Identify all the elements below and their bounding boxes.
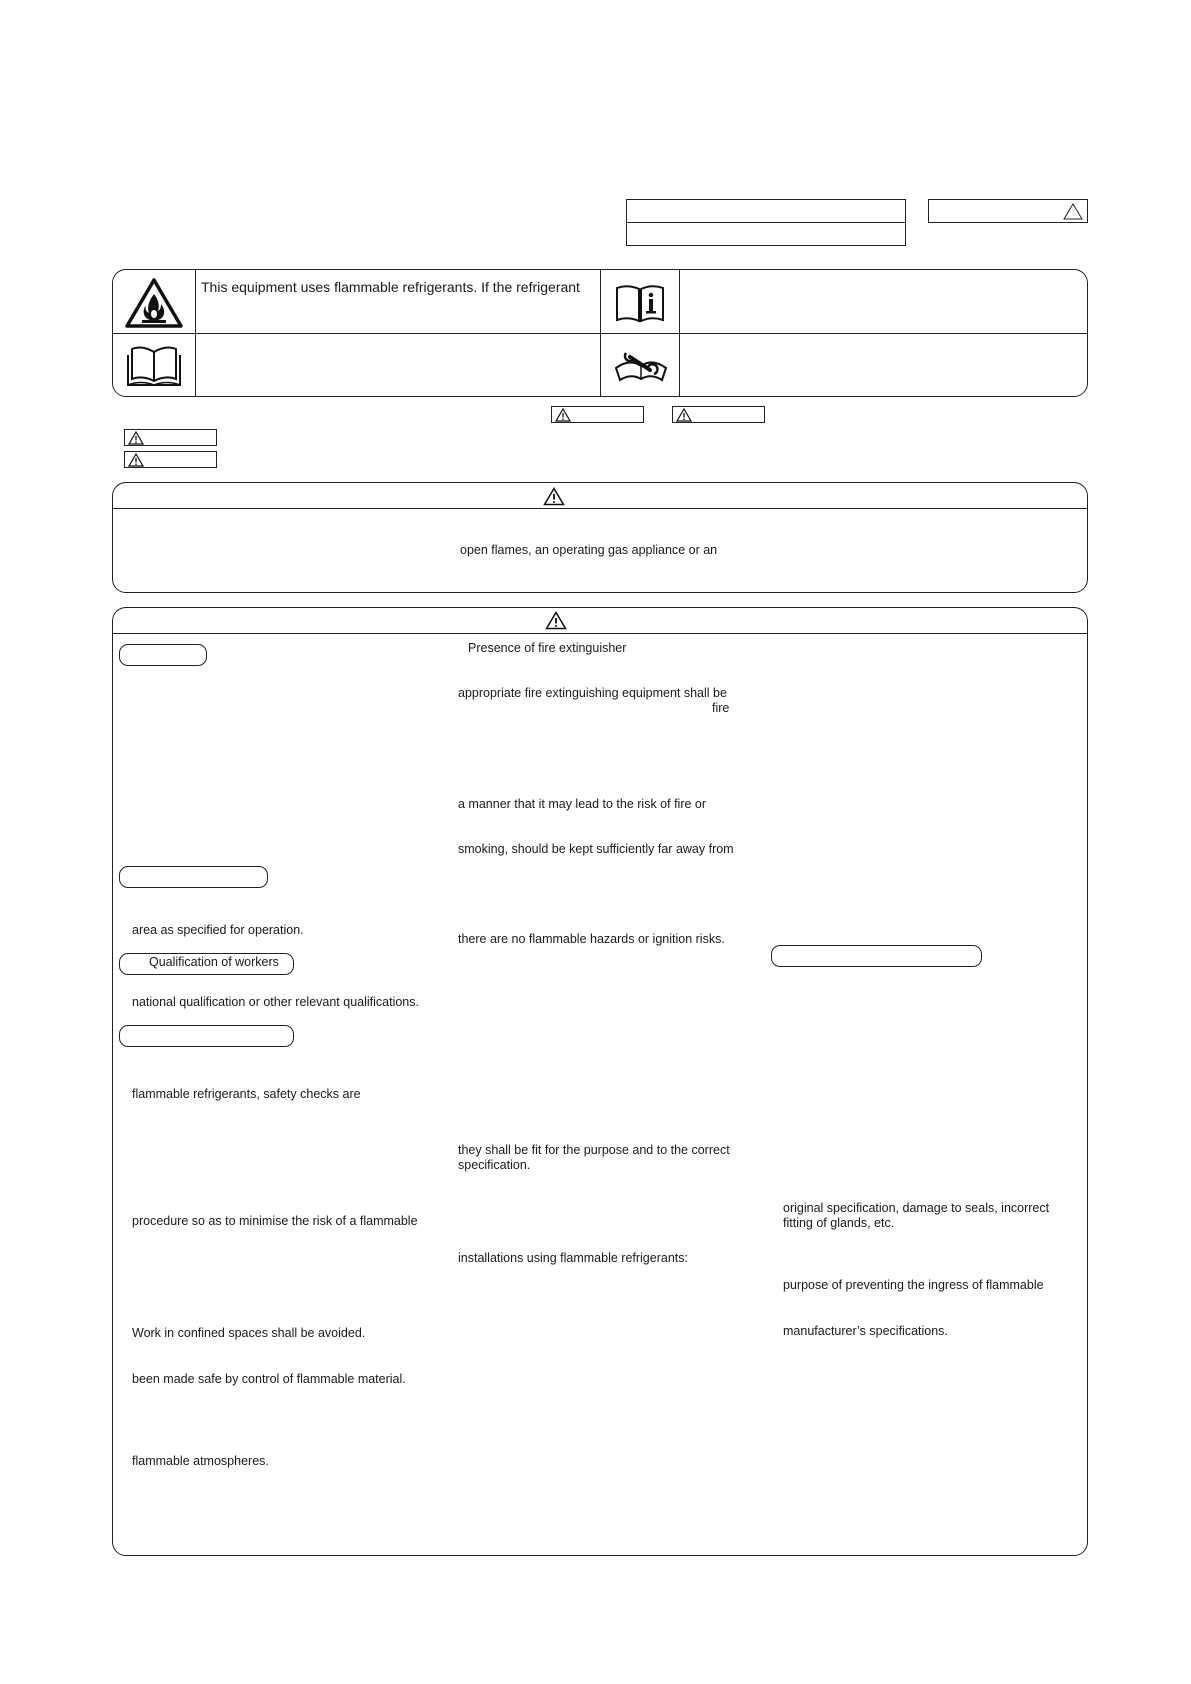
area-text: area as specified for operation. [132,923,304,937]
header-box-top [626,199,906,223]
table-hline [113,333,1087,334]
header-box-bottom [626,222,906,246]
qualification-heading: Qualification of workers [119,953,294,975]
symbols-table [112,269,1088,397]
warning-triangle-icon [555,408,571,422]
fit-purpose-line-2: specification. [458,1158,531,1172]
caution-triangle-icon [128,453,144,467]
made-safe-text: been made safe by control of flammable material. [132,1372,406,1386]
no-hazards-text: there are no flammable hazards or ignition risks. [458,932,725,946]
procedure-text: procedure so as to minimise the risk of a flammable [132,1214,418,1228]
legend-label-caution-row [124,451,217,468]
revision-triangle-icon [1063,203,1083,220]
preventing-text: purpose of preventing the ingress of flammable [783,1278,1044,1292]
info-manual-icon [614,282,666,324]
flammable-text: This equipment uses flammable refrigerants. If the refrigerant [201,279,580,295]
warning-triangle-icon [543,487,565,506]
manufacturer-text: manufacturer’s specifications. [783,1324,948,1338]
warning-panel-divider [113,508,1087,509]
risk-of-fire-text: a manner that it may lead to the risk of fire or [458,797,707,811]
flammable-warning-icon [124,277,184,329]
fire-extinguisher-heading: Presence of fire extinguisher [468,641,627,655]
fit-purpose-line-1: they shall be fit for the purpose and to the correct [458,1143,730,1157]
revision-box [928,199,1088,223]
section-heading-2 [119,866,268,888]
service-manual-icon [612,350,670,384]
caution-triangle-icon [545,611,567,630]
legend-label-caution [672,406,765,423]
legend-label-warning-row [124,429,217,446]
smoking-text: smoking, should be kept sufficiently far away from [458,842,734,856]
caution-panel-divider [113,633,1087,634]
warning-panel [112,482,1088,593]
section-heading-col3 [771,945,982,967]
caution-triangle-icon [676,408,692,422]
section-heading-1 [119,644,207,666]
fire-extinguisher-line-2: fire [712,701,730,715]
legend-label-warning [551,406,644,423]
warning-text: open flames, an operating gas appliance or an [460,543,718,557]
caution-panel [112,607,1088,1556]
flammable-atmospheres-text: flammable atmospheres. [132,1454,269,1468]
warning-triangle-icon [128,431,144,445]
operation-manual-icon [126,343,182,389]
confined-spaces-text: Work in confined spaces shall be avoided. [132,1326,366,1340]
safety-checks-text: flammable refrigerants, safety checks are [132,1087,361,1101]
fire-extinguisher-line-1: appropriate fire extinguishing equipment shall be [458,686,727,700]
original-spec-line-1: original specification, damage to seals, incorrect [783,1201,1050,1215]
section-heading-4 [119,1025,294,1047]
original-spec-line-2: fitting of glands, etc. [783,1216,895,1230]
installations-text: installations using flammable refrigerants: [458,1251,688,1265]
qualification-text: national qualification or other relevant qualifications. [132,995,419,1009]
